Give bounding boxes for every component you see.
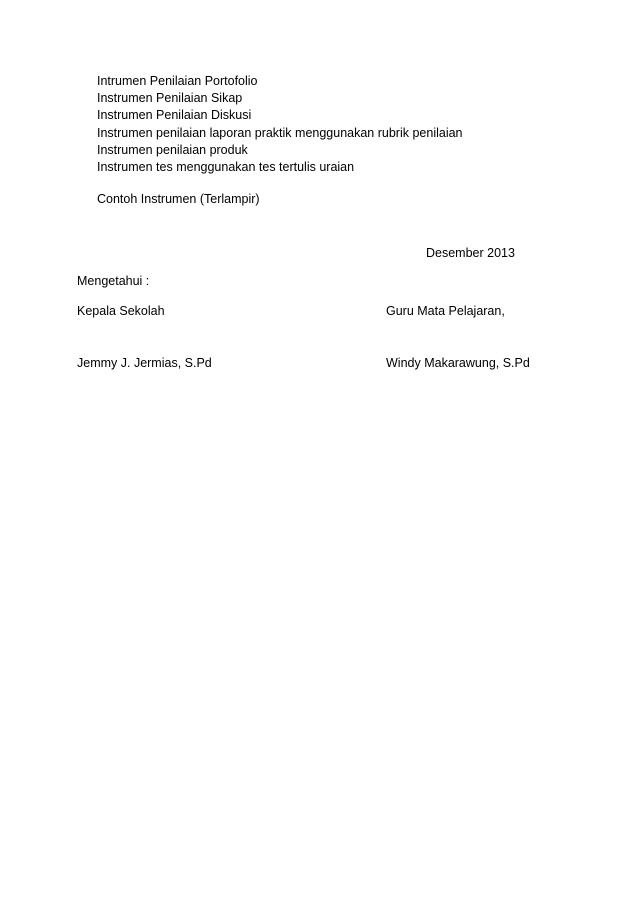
right-signatory-role: Guru Mata Pelajaran, (386, 304, 505, 318)
left-signatory-name: Jemmy J. Jermias, S.Pd (77, 356, 212, 370)
document-date: Desember 2013 (426, 246, 515, 260)
instrument-item: Instrumen penilaian laporan praktik menggunakan rubrik penilaian (97, 125, 463, 140)
instrument-item: Intrumen Penilaian Portofolio (97, 74, 258, 88)
instrument-item: Instrumen penilaian produk (97, 142, 248, 157)
instrument-list (97, 73, 463, 176)
instrument-item: Instrumen Penilaian Sikap (97, 91, 243, 106)
contoh-instrumen-note: Contoh Instrumen (Terlampir) (97, 192, 260, 206)
right-signatory-name: Windy Makarawung, S.Pd (386, 356, 530, 370)
instrument-item: Instrumen Penilaian Diskusi (97, 108, 252, 123)
mengetahui-label: Mengetahui : (77, 274, 150, 288)
instrument-item: Instrumen tes menggunakan tes tertulis uraian (97, 160, 355, 175)
left-signatory-role: Kepala Sekolah (77, 304, 165, 318)
